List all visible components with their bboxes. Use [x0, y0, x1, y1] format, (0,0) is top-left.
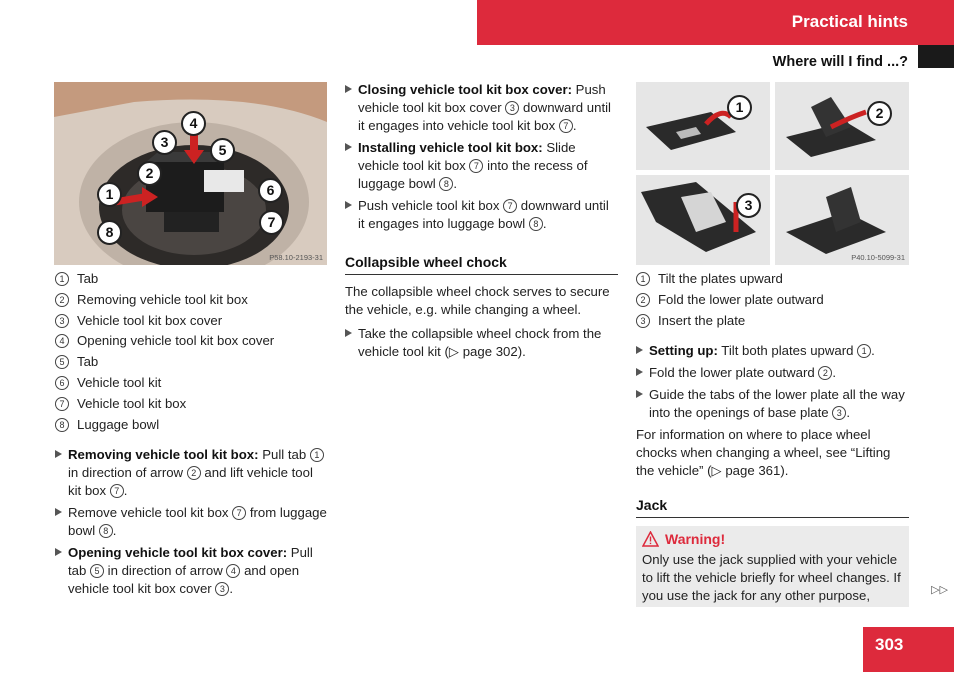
- step-push-box: Push vehicle tool kit box 7 downward until it engages into luggage bowl 8 .: [345, 197, 618, 233]
- callout-1: 1: [727, 95, 752, 120]
- info-paragraph: For information on where to place wheel chocks when changing a wheel, see “Lifting the vehicle” (▷ page 361).: [636, 427, 891, 479]
- step-closing-cover: Closing vehicle tool kit box cover: Push vehicle tool kit box cover 3 downward until it engages into vehicle tool kit box 7 .: [345, 81, 618, 135]
- section-header-bar: [477, 0, 954, 45]
- legend-item: 1 Tab: [55, 270, 327, 288]
- step-setting-up: Setting up: Tilt both plates upward 1 .: [636, 342, 909, 360]
- callout-3: 3: [152, 130, 177, 155]
- callout-2: 2: [137, 161, 162, 186]
- tool-kit-photo: [54, 82, 327, 265]
- section-heading-wheel-chock: Collapsible wheel chock: [345, 253, 618, 275]
- subsection-title: Where will I find ...?: [772, 54, 908, 70]
- legend-list-2: [636, 270, 909, 330]
- image-code: P40.10-5099-31: [851, 253, 905, 262]
- continue-arrows: ▷▷: [931, 584, 948, 596]
- page-number: 303: [875, 635, 904, 654]
- step-take-wheel-chock: Take the collapsible wheel chock from the vehicle tool kit (▷ page 302).: [345, 325, 618, 361]
- legend-item: 7 Vehicle tool kit box: [55, 395, 327, 413]
- legend-item: 6 Vehicle tool kit: [55, 374, 327, 392]
- step-fold-plate: Fold the lower plate outward 2 .: [636, 364, 909, 382]
- wheel-chock-intro: The collapsible wheel chock serves to secure the vehicle, e.g. while changing a wheel.: [345, 284, 610, 317]
- callout-2: 2: [867, 101, 892, 126]
- warning-text: Only use the jack supplied with your vehicle to lift the vehicle briefly for wheel changes. If you use the jack for any other purpose,: [642, 552, 901, 604]
- step-guide-tabs: Guide the tabs of the lower plate all the way into the openings of base plate 3 .: [636, 386, 909, 422]
- step-remove-from-bowl: Remove vehicle tool kit box 7 from luggage bowl 8 .: [55, 504, 327, 540]
- legend-item: 2 Fold the lower plate outward: [636, 291, 909, 309]
- warning-header: Warning!: [642, 530, 903, 548]
- callout-6: 6: [258, 178, 283, 203]
- page-ref-link[interactable]: ▷: [448, 344, 460, 359]
- legend-item: 5 Tab: [55, 353, 327, 371]
- callout-8: 8: [97, 220, 122, 245]
- section-title: Practical hints: [791, 12, 908, 31]
- page-ref-link[interactable]: ▷: [711, 463, 722, 479]
- step-installing-box: Installing vehicle tool kit box: Slide vehicle tool kit box 7 into the recess of luggage bowl 8 .: [345, 139, 618, 193]
- image-code: P58.10-2193-31: [269, 253, 323, 262]
- column-3: [636, 270, 909, 607]
- page-number-box: [863, 627, 954, 672]
- warning-box: [636, 526, 909, 607]
- column-1: [55, 270, 327, 602]
- callout-1: 1: [97, 182, 122, 207]
- callout-5: 5: [210, 138, 235, 163]
- step-removing-tool-kit-box: Removing vehicle tool kit box: Pull tab 1 in direction of arrow 2 and lift vehicle tool kit box 7 .: [55, 446, 327, 500]
- legend-item: 2 Removing vehicle tool kit box: [55, 291, 327, 309]
- callout-3: 3: [736, 193, 761, 218]
- wheel-chock-photo: [636, 82, 909, 265]
- legend-item: 8 Luggage bowl: [55, 416, 327, 434]
- legend-item: 3 Vehicle tool kit box cover: [55, 312, 327, 330]
- section-heading-jack: Jack: [636, 496, 909, 518]
- legend-list-1: [55, 270, 327, 434]
- step-opening-cover: Opening vehicle tool kit box cover: Pull tab 5 in direction of arrow 4 and open vehicle tool kit box cover 3 .: [55, 544, 327, 598]
- callout-7: 7: [259, 210, 284, 235]
- callout-4: 4: [181, 111, 206, 136]
- legend-item: 4 Opening vehicle tool kit box cover: [55, 332, 327, 350]
- warning-triangle-icon: [642, 531, 659, 547]
- legend-item: 3 Insert the plate: [636, 312, 909, 330]
- thumb-tab-marker: [918, 45, 954, 68]
- legend-item: 1 Tilt the plates upward: [636, 270, 909, 288]
- column-2: [345, 81, 618, 365]
